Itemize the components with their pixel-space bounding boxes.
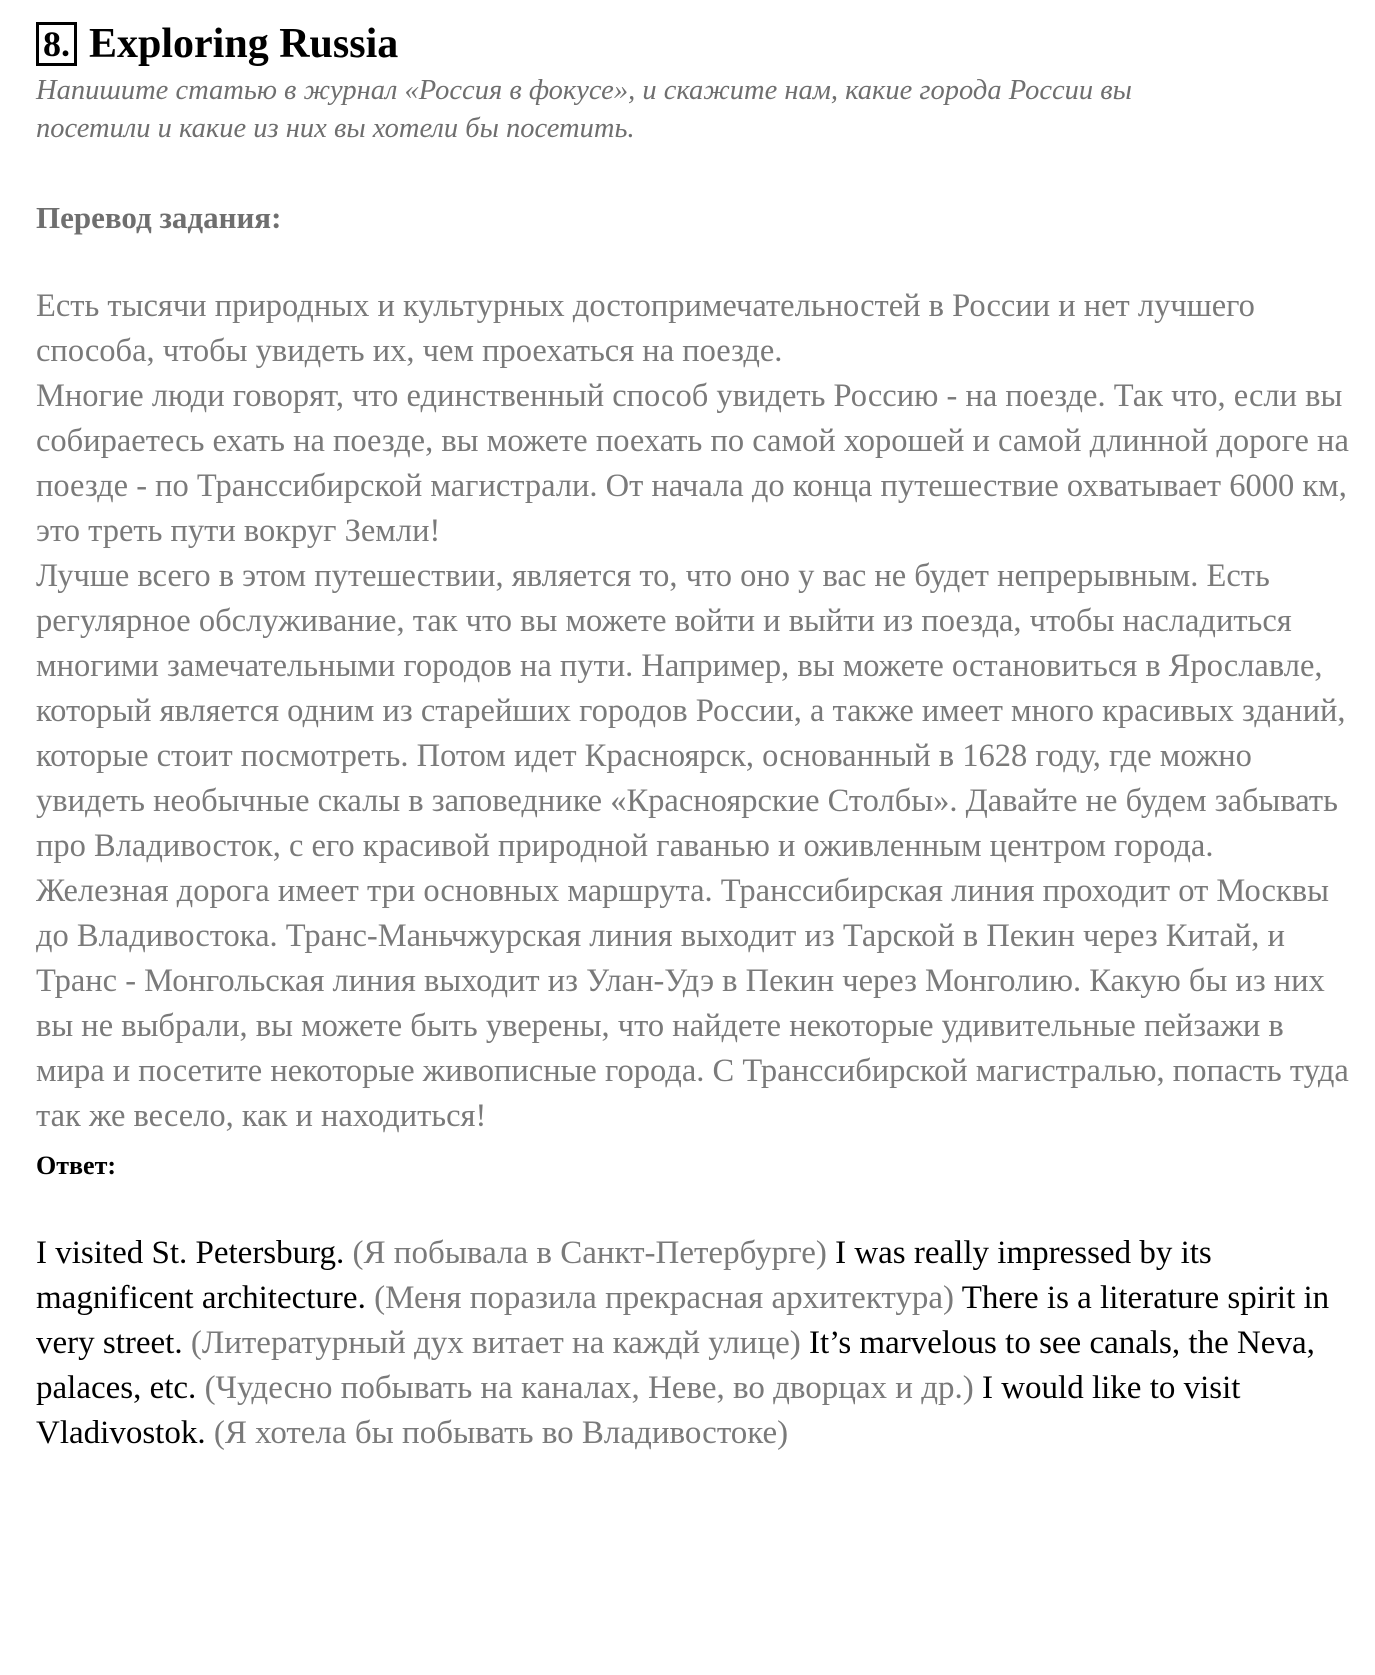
answer-heading: Ответ: xyxy=(36,1151,117,1180)
translation-paragraph: Лучше всего в этом путешествии, является то, что оно у вас не будет непрерывным. Есть регулярное обслуживание, так что вы можете войти и выйти из поезда, чтобы насладиться многими замечательными городов на пути. Например, вы можете остановиться в Ярославле, который является одним из старейших городов России, а также имеет много красивых зданий, которые стоит посмотреть. Потом идет Красноярск, основанный в 1628 году, где можно увидеть необычные скалы в заповеднике «Красноярские Столбы». Давайте не будем забывать про Владивосток, с его красивой природной гаванью и оживленным центром города. xyxy=(36,558,1346,864)
answer-sentence-en: I visited St. Petersburg. xyxy=(36,1235,345,1271)
answer-sentence-en: There is a literature spirit in very street. xyxy=(36,1280,1330,1361)
translation-text xyxy=(36,284,1356,1139)
exercise-title: Exploring Russia xyxy=(89,21,399,67)
instruction-line-2: посетили и какие из них вы хотели бы посетить. xyxy=(36,113,635,144)
exercise-number: 8. xyxy=(36,22,77,66)
exercise-page xyxy=(36,18,1356,1456)
answer-sentence-en: I was really impressed by its magnificent architecture. xyxy=(36,1235,1212,1316)
answer-sentence-en: It’s marvelous to see canals, the Neva, palaces, etc. xyxy=(36,1325,1315,1406)
exercise-header xyxy=(36,18,1356,70)
translation-heading: Перевод задания: xyxy=(36,200,282,235)
translation-paragraph: Многие люди говорят, что единственный способ увидеть Россию - на поезде. Так что, если вы собираетесь ехать на поезде, вы можете поехать по самой хорошей и самой длинной дороге на поезде - по Транссибирской магистрали. От начала до конца путешествие охватывает 6000 км, это треть пути вокруг Земли! xyxy=(36,378,1349,549)
translation-paragraph: Есть тысячи природных и культурных достопримечательностей в России и нет лучшего способа, чтобы увидеть их, чем проехаться на поезде. xyxy=(36,288,1255,369)
answer-translation-ru: (Меня поразила прекрасная архитектура) xyxy=(374,1280,955,1316)
answer-sentence-en: I would like to visit Vladivostok. xyxy=(36,1370,1241,1451)
answer-translation-ru: (Литературный дух витает на каждй улице) xyxy=(190,1325,801,1361)
answer-translation-ru: (Я хотела бы побывать во Владивостоке) xyxy=(213,1415,789,1451)
translation-paragraph: Железная дорога имеет три основных маршрута. Транссибирская линия проходит от Москвы до Владивостока. Транс-Маньчжурская линия выходит из Тарской в Пекин через Китай, и Транс - Монгольская линия выходит из Улан-Удэ в Пекин через Монголию. Какую бы из них вы не выбрали, вы можете быть уверены, что найдете некоторые удивительные пейзажи в мира и посетите некоторые живописные города. С Транссибирской магистралью, попасть туда так же весело, как и находиться! xyxy=(36,873,1349,1134)
answer-text xyxy=(36,1231,1356,1456)
answer-translation-ru: (Я побывала в Санкт-Петербурге) xyxy=(352,1235,827,1271)
exercise-instruction xyxy=(36,72,1356,148)
answer-translation-ru: (Чудесно побывать на каналах, Неве, во дворцах и др.) xyxy=(204,1370,974,1406)
instruction-line-1: Напишите статью в журнал «Россия в фокусе», и скажите нам, какие города России вы xyxy=(36,75,1132,106)
